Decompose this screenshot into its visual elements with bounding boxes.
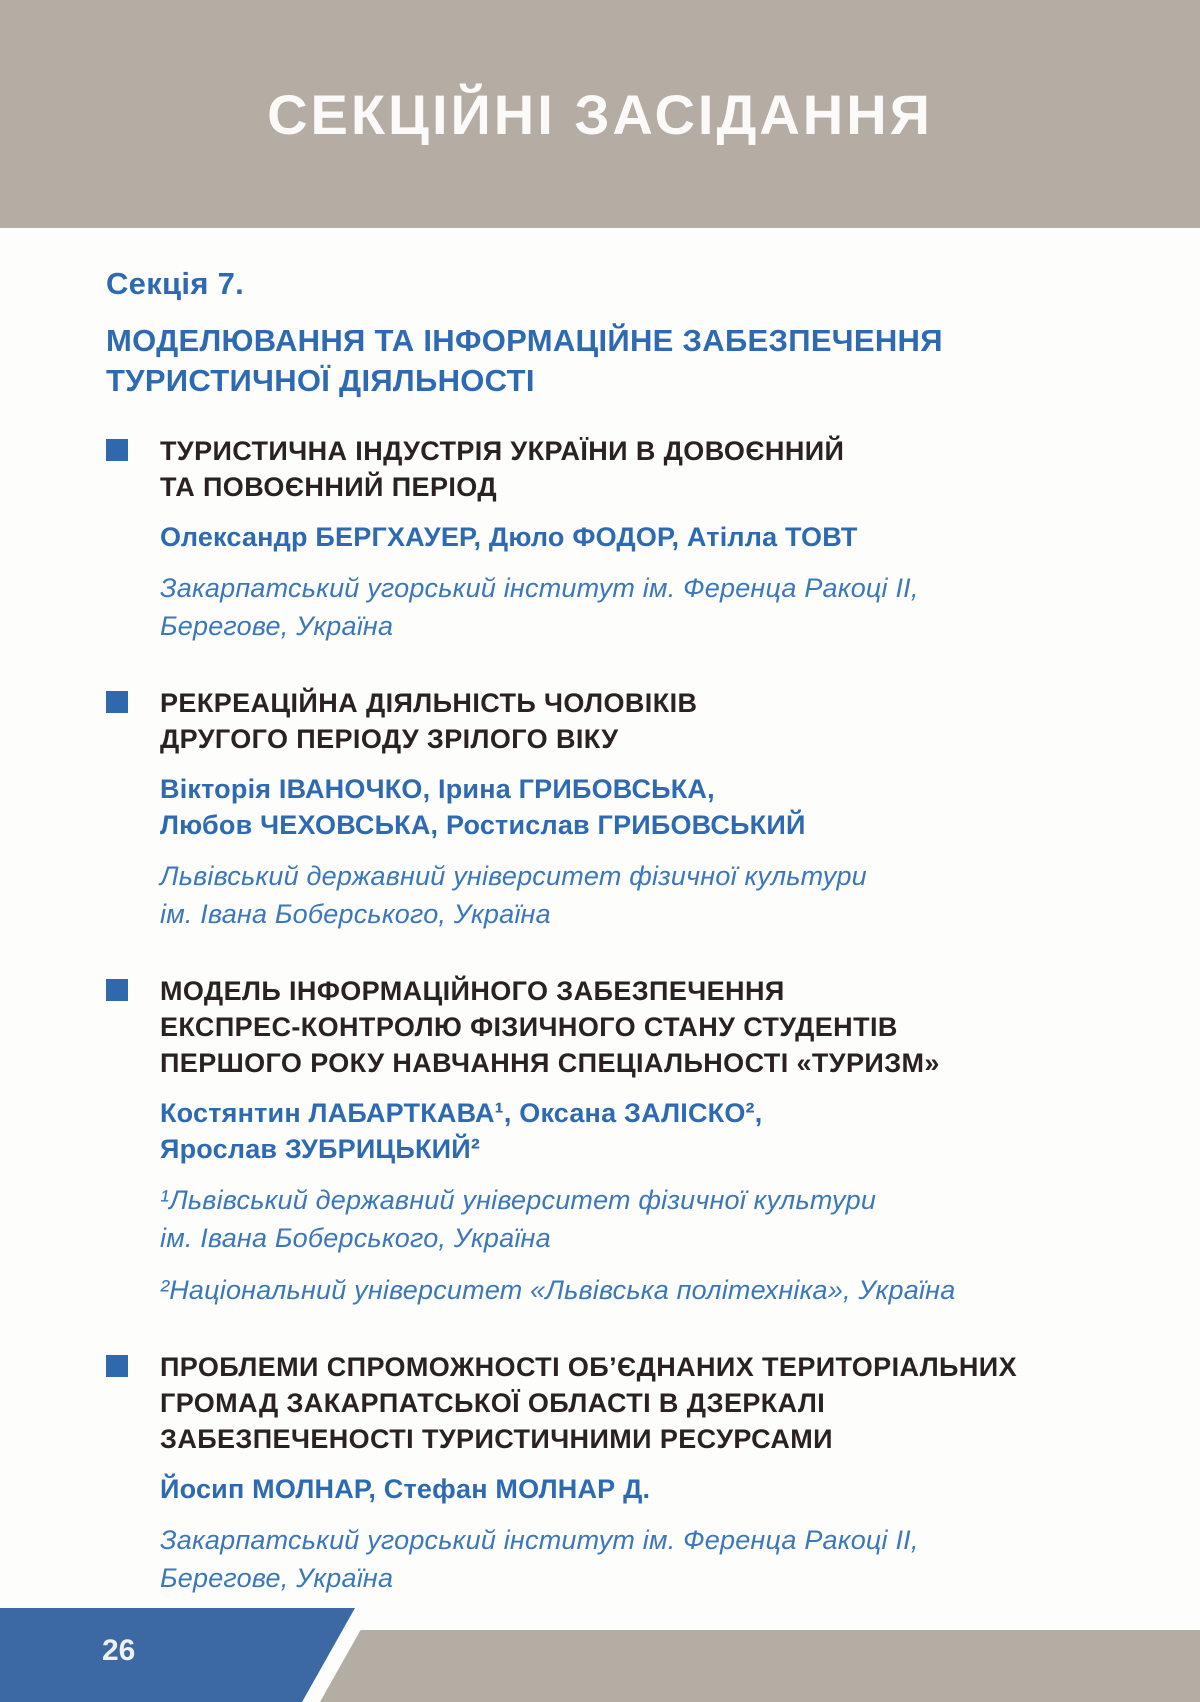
- affiliation-line: Берегове, Україна: [160, 611, 394, 641]
- authors-line: Йосип МОЛНАР, Стефан МОЛНАР Д.: [160, 1474, 651, 1504]
- presentation-title: [160, 433, 919, 505]
- presentation-title-line: ДРУГОГО ПЕРІОДУ ЗРІЛОГО ВІКУ: [160, 724, 619, 754]
- presentation-authors: [160, 1471, 1017, 1507]
- session-body: [160, 1349, 1017, 1597]
- affiliation-line: ім. Івана Боберського, Україна: [160, 1223, 551, 1253]
- affiliation-line: Закарпатський угорський інститут ім. Ференца Ракоці II,: [160, 573, 919, 603]
- presentation-title: [160, 973, 955, 1081]
- bullet-square-icon: [106, 979, 128, 1001]
- affiliation-line: ім. Івана Боберського, Україна: [160, 899, 551, 929]
- footer-blue-shape: [0, 1608, 360, 1702]
- affiliation-line: Закарпатський угорський інститут ім. Ференца Ракоці II,: [160, 1525, 919, 1555]
- presentation-affiliation: [160, 857, 867, 933]
- presentation-affiliation: [160, 1181, 955, 1257]
- session-body: [160, 973, 955, 1309]
- authors-line: Костянтин ЛАБАРТКАВА¹, Оксана ЗАЛІСКО²,: [160, 1098, 763, 1128]
- presentation-title-line: ТУРИСТИЧНА ІНДУСТРІЯ УКРАЇНИ В ДОВОЄННИЙ: [160, 436, 845, 466]
- session-body: [160, 685, 867, 933]
- presentation-title-line: ЗАБЕЗПЕЧЕНОСТІ ТУРИСТИЧНИМИ РЕСУРСАМИ: [160, 1424, 833, 1454]
- session-item-4: [106, 1349, 1104, 1597]
- section-label: Секція 7.: [106, 266, 245, 301]
- presentation-authors: [160, 1095, 955, 1167]
- presentation-title-line: МОДЕЛЬ ІНФОРМАЦІЙНОГО ЗАБЕЗПЕЧЕННЯ: [160, 976, 785, 1006]
- section-title-line: ТУРИСТИЧНОЇ ДІЯЛЬНОСТІ: [106, 363, 535, 398]
- bullet-square-icon: [106, 439, 128, 461]
- presentation-authors: [160, 771, 867, 843]
- section-title: [106, 321, 1104, 401]
- session-item-1: [106, 433, 1104, 645]
- section-title-line: МОДЕЛЮВАННЯ ТА ІНФОРМАЦІЙНЕ ЗАБЕЗПЕЧЕННЯ: [106, 323, 943, 358]
- bullet-square-icon: [106, 1355, 128, 1377]
- presentation-affiliation: [160, 1521, 1017, 1597]
- session-body: [160, 433, 919, 645]
- affiliation-line: Львівський державний університет фізичної культури: [160, 861, 867, 891]
- bullet-square-icon: [106, 691, 128, 713]
- presentation-title-line: ТА ПОВОЄННИЙ ПЕРІОД: [160, 472, 497, 502]
- presentation-title: [160, 1349, 1017, 1457]
- affiliation-line: ¹Львівський державний університет фізичної культури: [160, 1185, 877, 1215]
- presentation-title: [160, 685, 867, 757]
- authors-line: Любов ЧЕХОВСЬКА, Ростислав ГРИБОВСЬКИЙ: [160, 810, 806, 840]
- affiliation-line: ²Національний університет «Львівська політехніка», Україна: [160, 1275, 956, 1305]
- presentation-affiliation: [160, 569, 919, 645]
- page-content: [0, 228, 1200, 1597]
- banner-title: СЕКЦІЙНІ ЗАСІДАННЯ: [267, 82, 933, 146]
- authors-line: Олександр БЕРГХАУЕР, Дюло ФОДОР, Атілла ТОВТ: [160, 522, 858, 552]
- presentation-title-line: ПЕРШОГО РОКУ НАВЧАННЯ СПЕЦІАЛЬНОСТІ «ТУРИЗМ»: [160, 1048, 940, 1078]
- page-number: 26: [102, 1634, 136, 1667]
- presentation-title-line: ГРОМАД ЗАКАРПАТСЬКОЇ ОБЛАСТІ В ДЗЕРКАЛІ: [160, 1388, 826, 1418]
- presentation-title-line: ЕКСПРЕС-КОНТРОЛЮ ФІЗИЧНОГО СТАНУ СТУДЕНТІВ: [160, 1012, 898, 1042]
- session-item-3: [106, 973, 1104, 1309]
- presentation-title-line: ПРОБЛЕМИ СПРОМОЖНОСТІ ОБ’ЄДНАНИХ ТЕРИТОРІАЛЬНИХ: [160, 1352, 1017, 1382]
- page-banner: [0, 0, 1200, 228]
- affiliation-line: Берегове, Україна: [160, 1563, 394, 1593]
- authors-line: Вікторія ІВАНОЧКО, Ірина ГРИБОВСЬКА,: [160, 774, 715, 804]
- presentation-authors: [160, 519, 919, 555]
- authors-line: Ярослав ЗУБРИЦЬКИЙ²: [160, 1134, 481, 1164]
- presentation-affiliation: [160, 1271, 955, 1309]
- session-item-2: [106, 685, 1104, 933]
- presentation-title-line: РЕКРЕАЦІЙНА ДІЯЛЬНІСТЬ ЧОЛОВІКІВ: [160, 688, 698, 718]
